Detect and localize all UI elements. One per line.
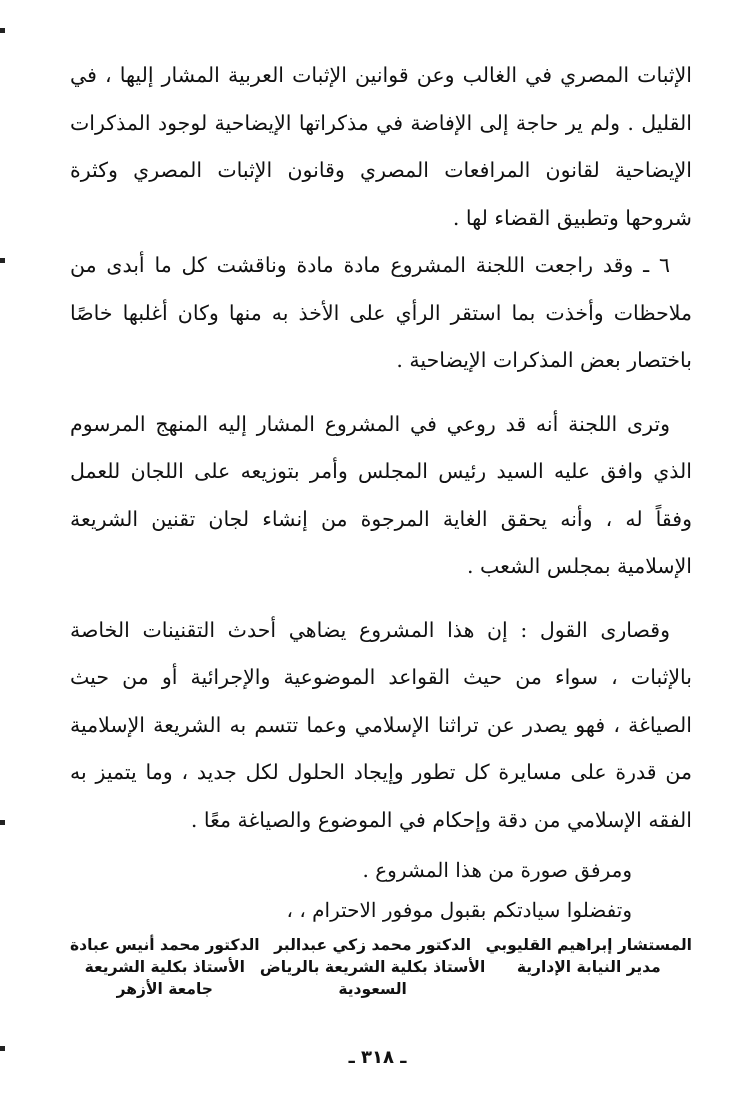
signature-block [70,934,692,1000]
signature-title: مدير النيابة الإدارية [516,958,661,976]
closing-regards: وتفضلوا سيادتكم بقبول موفور الاحترام ، ، [286,898,632,922]
paragraph-2: ٦ ـ وقد راجعت اللجنة المشروع مادة مادة وناقشت كل ما أبدى من ملاحظات وأخذت بما استقر الرأي على الأخذ به منها وكان أغلبها خاصًا باختصار بعض المذكرات الإيضاحية . [70,253,692,372]
page-number: ـ ٣١٨ ـ [348,1047,407,1068]
signature-name: المستشار إبراهيم القليوبي [485,936,692,954]
signature-title: الأستاذ بكلية الشريعة [84,958,245,976]
paragraph-1: الإثبات المصري في الغالب وعن قوانين الإثبات العربية المشار إليها ، في القليل . ولم ير حاجة إلى الإفاضة في مذكراتها الإيضاحية لوجود المذكرات الإيضاحية لقانون المرافعات المصري وقانون الإثبات المصري وكثرة شروحها وتطبيق القضاء لها . [70,63,692,230]
document-page [70,52,692,1000]
scan-mark-mid-lower [0,820,5,825]
scan-mark-mid-upper [0,258,5,263]
signature-name: الدكتور محمد زكي عبدالبر [274,936,472,954]
scan-mark-top [0,28,5,33]
signature-2 [260,934,485,1000]
paragraph-4: وقصارى القول : إن هذا المشروع يضاهي أحدث التقنينات الخاصة بالإثبات ، سواء من حيث القواعد الموضوعية والإجرائية أو من حيث الصياغة ، فهو يصدر عن تراثنا الإسلامي وعما تتسم به الشريعة الإسلامية من قدرة على مسايرة كل تطور وإيجاد الحلول لكل جديد ، وما يتميز به الفقه الإسلامي من دقة وإحكام في الموضوع والصياغة معًا . [70,617,692,832]
signature-name: الدكتور محمد أنيس عبادة [70,936,260,954]
signature-title: الأستاذ بكلية الشريعة بالرياض [259,958,486,976]
paragraph-3: وترى اللجنة أنه قد روعي في المشروع المشار إليه المنهج المرسوم الذي وافق عليه السيد رئيس المجلس وأمر بتوزيعه على اللجان للعمل وفقاً له ، وأنه يحقق الغاية المرجوة من إنشاء لجان تقنين الشريعة الإسلامية بمجلس الشعب . [70,411,692,578]
signature-3 [70,934,260,1000]
signature-1 [486,934,692,1000]
attachment-note: ومرفق صورة من هذا المشروع . [362,858,632,882]
signature-extra: جامعة الأزهر [116,980,213,998]
signature-extra: السعودية [338,980,407,998]
